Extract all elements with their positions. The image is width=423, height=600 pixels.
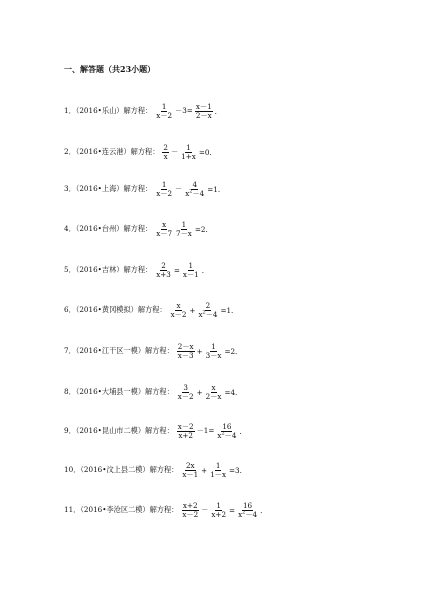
denominator: x－2: [182, 509, 199, 519]
equation: [180, 502, 263, 518]
problem-label: 5．（2016•吉林）解方程：: [64, 265, 153, 275]
fraction: [177, 384, 195, 400]
equation-text: =1.: [220, 305, 234, 315]
numerator: 1: [215, 461, 221, 470]
fraction: [195, 103, 213, 119]
numerator: 1: [216, 501, 221, 510]
numerator: 1: [188, 261, 194, 270]
numerator: 2－x: [177, 342, 194, 351]
fraction: [182, 262, 200, 278]
equation-text: －: [170, 147, 179, 157]
denominator: x+2: [178, 430, 193, 440]
numerator: 1: [161, 102, 167, 111]
equation: [154, 103, 218, 119]
problem-1: [64, 103, 218, 119]
problem-label: 6．（2016•黄冈模拟）解方程：: [64, 305, 167, 315]
denominator: $x^2-4$: [198, 309, 218, 319]
equation-text: =2.: [224, 346, 238, 356]
equation-text: －: [201, 505, 209, 515]
problem-label: 11．（2016•李沧区二模）解方程：: [64, 505, 179, 515]
problem-4: [64, 221, 209, 237]
numerator: 2: [205, 301, 211, 310]
numerator: 2x: [185, 461, 195, 470]
numerator: x－2: [177, 422, 194, 431]
problem-5: [64, 262, 205, 278]
denominator: 2－x: [195, 110, 212, 120]
problem-8: [64, 384, 238, 400]
equation-text: .: [239, 426, 242, 436]
equation: [176, 384, 239, 400]
denominator: 1－x: [210, 469, 227, 479]
equation-text: +: [196, 346, 203, 356]
numerator: 2: [163, 143, 168, 152]
equation-text: .: [214, 106, 217, 116]
equation-text: －3=: [175, 106, 193, 116]
problem-label: 1．（2016•乐山）解方程：: [64, 106, 153, 116]
fraction: [177, 343, 195, 359]
problem-label: 4．（2016•台州）解方程：: [64, 224, 153, 234]
fraction: [170, 302, 188, 318]
denominator: $x^2-4$: [217, 430, 237, 440]
denominator: x－2: [156, 110, 173, 120]
equation: [154, 221, 209, 237]
fraction: [181, 502, 199, 518]
equation: [176, 423, 243, 439]
problem-label: 7．（2016•江干区一模）解方程：: [64, 346, 174, 356]
problem-10: [64, 462, 243, 478]
denominator: $x^2-4$: [185, 188, 205, 198]
problem-label: 3．（2016•上海）解方程：: [64, 184, 153, 194]
problem-label: 10．（2016•汶上县二模）解方程：: [64, 465, 179, 475]
equation-text: .: [260, 505, 263, 515]
numerator: 16: [242, 501, 253, 510]
problem-label: 8．（2016•大埔县一模）解方程：: [64, 387, 174, 397]
fraction: [216, 423, 237, 439]
numerator: 4: [192, 180, 198, 189]
equation-text: +: [201, 465, 208, 475]
equation: [169, 302, 235, 318]
denominator: x－2: [156, 188, 173, 198]
denominator: x－2: [177, 391, 194, 401]
problem-7: [64, 343, 238, 359]
denominator: x－7: [156, 228, 173, 238]
numerator: x－1: [195, 102, 212, 111]
section-title: 一、解答题（共23小题）: [64, 64, 156, 74]
fraction: [155, 262, 172, 278]
fraction: [184, 181, 205, 197]
denominator: x: [163, 151, 168, 161]
fraction: [197, 302, 218, 318]
denominator: x+2: [211, 509, 227, 519]
equation-text: .: [201, 265, 205, 275]
equation-text: =: [229, 505, 236, 515]
problem-3: [64, 181, 221, 197]
fraction: [210, 502, 227, 518]
numerator: 2: [161, 261, 166, 270]
fraction: [177, 423, 195, 439]
problem-9: [64, 423, 243, 439]
equation-text: －1=: [196, 426, 215, 436]
problem-label: 2．（2016•连云港）解方程：: [64, 147, 160, 157]
equation: [176, 343, 239, 359]
fraction: [205, 384, 223, 400]
denominator: 2－x: [205, 391, 222, 401]
denominator: x－3: [177, 350, 194, 360]
denominator: x－2: [170, 309, 187, 319]
numerator: x: [211, 383, 216, 392]
numerator: x: [176, 301, 181, 310]
equation-text: +: [196, 387, 203, 397]
fraction: [155, 221, 173, 237]
numerator: 3: [183, 383, 188, 392]
fraction: [155, 181, 173, 197]
equation: [154, 181, 221, 197]
problem-label: 9．（2016•昆山市二模）解方程：: [64, 426, 174, 436]
equation-text: =4.: [224, 387, 238, 397]
fraction: [162, 144, 169, 160]
equation-text: =3.: [229, 465, 242, 475]
denominator: $x^2-4$: [238, 509, 258, 519]
denominator: x+3: [156, 269, 171, 279]
denominator: 7－x: [176, 228, 192, 238]
equation: [154, 262, 205, 278]
equation: [180, 462, 243, 478]
numerator: x: [162, 220, 167, 229]
denominator: x－1: [182, 269, 199, 279]
fraction: [205, 343, 223, 359]
denominator: 3－x: [205, 350, 222, 360]
equation-text: －: [175, 184, 183, 194]
problem-11: [64, 502, 263, 518]
equation-text: =1.: [207, 184, 221, 194]
fraction: [180, 144, 197, 160]
equation: [161, 144, 212, 160]
fraction: [237, 502, 258, 518]
numerator: 1: [181, 220, 187, 229]
numerator: x+2: [182, 501, 198, 510]
equation-text: +: [189, 305, 196, 315]
problem-6: [64, 302, 234, 318]
equation-text: =2.: [194, 224, 208, 234]
fraction: [155, 103, 173, 119]
denominator: x－1: [182, 469, 199, 479]
denominator: 1+x: [181, 151, 196, 161]
numerator: 16: [222, 422, 232, 431]
numerator: 1: [161, 180, 167, 189]
fraction: [209, 462, 227, 478]
numerator: 1: [186, 143, 191, 152]
fraction: [181, 462, 199, 478]
equation-text: =: [173, 265, 180, 275]
problem-2: [64, 144, 213, 160]
numerator: 1: [211, 342, 216, 351]
fraction: [175, 221, 193, 237]
equation-text: =0.: [198, 147, 212, 157]
